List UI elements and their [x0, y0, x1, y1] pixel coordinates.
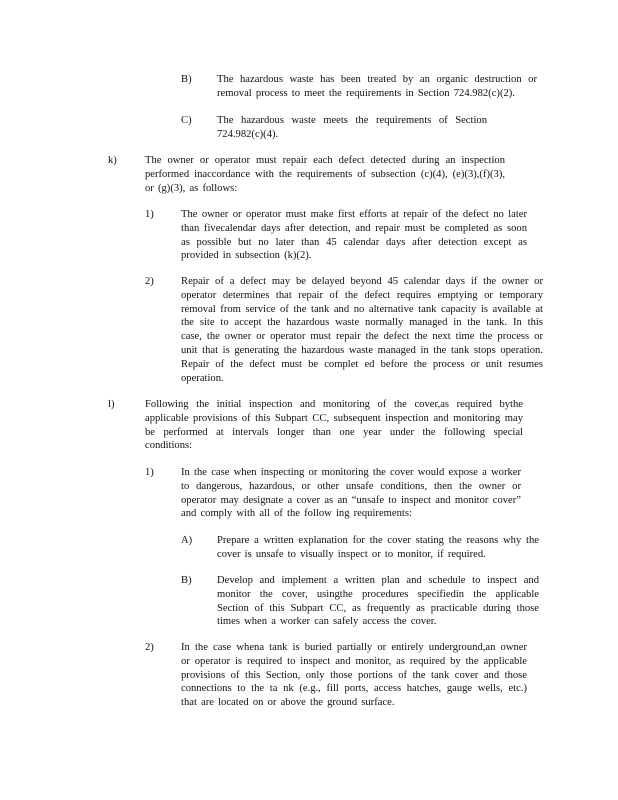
item-label: 1) — [145, 209, 154, 220]
paragraph: Repair of a defect may be delayed beyond 45 calendar days if the owner or operator determines that repair of the defect requires emptying or temporary removal from service of the tank and no alternative tank capacity is available at the site to accept the hazardous waste normally managed in the tank. In this case, the owner or operator must repair the defect the next time the process or unit that is generating the hazardous waste managed in the tank stops operation. Repair of the defect must be complet ed before the process or unit resumes operation. — [181, 276, 543, 384]
item-label: 2) — [145, 276, 154, 287]
paragraph: Following the initial inspection and monitoring of the cover,as required bythe applicable provisions of this Subpart CC, subsequent inspection and monitoring may be performed at intervals longer than one year under the following special conditions: — [145, 399, 523, 452]
paragraph: In the case when inspecting or monitoring the cover would expose a worker to dangerous, hazardous, or other unsafe conditions, then the owner or operator may designate a cover as an “unsafe to inspect and monitor cover” and comply with all of the follow ing requirements: — [181, 467, 521, 520]
paragraph: The owner or operator must make first efforts at repair of the defect no later than fivecalendar days after detection, and repair must be completed as soon as possible but no later than 45 calendar days after detection except as provided in subsection (k)(2). — [181, 209, 527, 262]
paragraph: Prepare a written explanation for the cover stating the reasons why the cover is unsafe to visually inspect or to monitor, if required. — [217, 535, 539, 560]
item-label: A) — [181, 535, 193, 546]
item-label: B) — [181, 575, 192, 586]
paragraph: Develop and implement a written plan and schedule to inspect and monitor the cover, usingthe procedures specifiedin the applicable Section of this Subpart CC, as frequently as practicable during those times when a worker can safely access the cover. — [217, 575, 539, 628]
item-label: 2) — [145, 642, 154, 653]
paragraph: The hazardous waste meets the requirements of Section 724.982(c)(4). — [217, 115, 487, 140]
paragraph: The owner or operator must repair each defect detected during an inspection performed inaccordance with the requirements of subsection (c)(4), (e)(3),(f)(3), or (g)(3), as follows: — [145, 155, 505, 194]
item-label: 1) — [145, 467, 154, 478]
item-label: l) — [108, 399, 115, 410]
paragraph: In the case whena tank is buried partially or entirely underground,an owner or operator is required to inspect and monitor, as required by the applicable provisions of this Section, only those portions of the tank cover and those connections to the ta nk (e.g., fill ports, access hatches, gauge wells, etc.) that are located on or above the ground surface. — [181, 642, 527, 709]
paragraph: The hazardous waste has been treated by an organic destruction or removal process to meet the requirements in Section 724.982(c)(2). — [217, 74, 537, 99]
item-label: B) — [181, 74, 192, 85]
item-label: k) — [108, 155, 117, 166]
item-label: C) — [181, 115, 192, 126]
